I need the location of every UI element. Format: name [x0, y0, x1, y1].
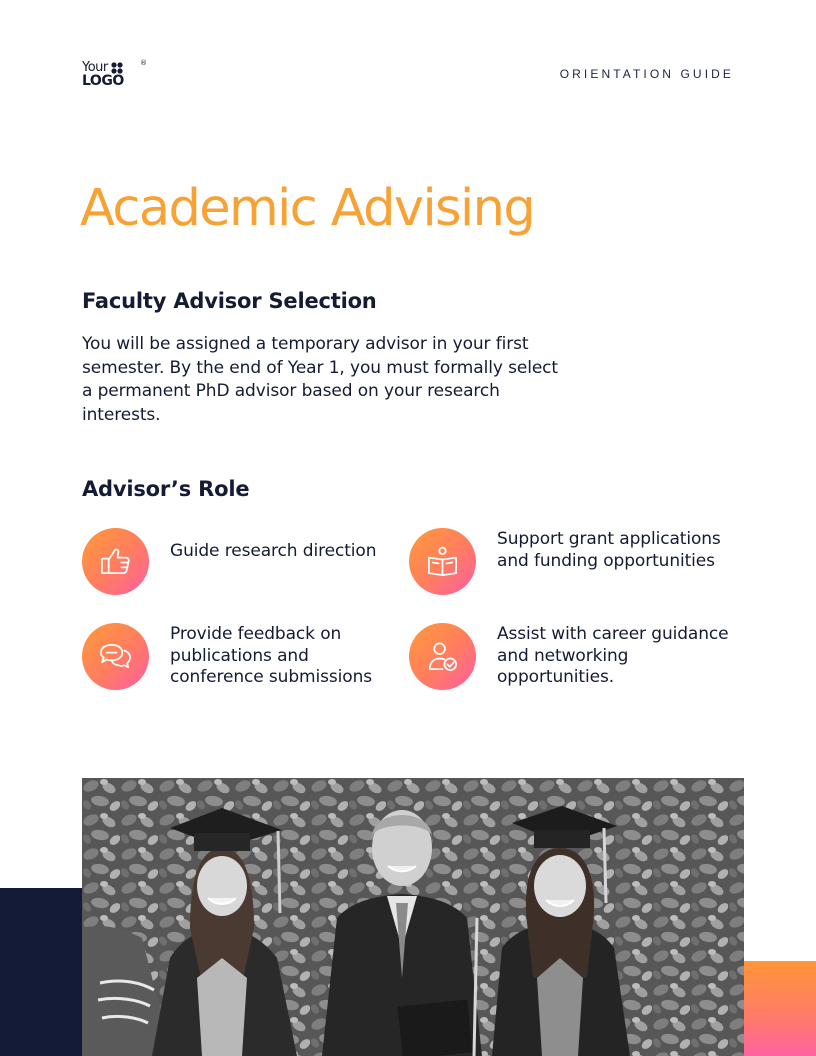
logo-text-top: Your: [82, 60, 108, 75]
role-item: [409, 528, 729, 598]
page-title: Academic Advising: [80, 179, 535, 238]
header-label: ORIENTATION GUIDE: [559, 67, 734, 81]
role-item-text: Support grant applications and funding opportunities: [497, 529, 721, 571]
role-item-text: Guide research direction: [170, 541, 377, 561]
section-body-advisor-selection: You will be assigned a temporary advisor in your first semester. By the end of Year 1, you must formally select a permanent PhD advisor based on your research interests.: [82, 334, 558, 425]
person-check-icon: [409, 623, 476, 690]
decorative-navy-block: [0, 888, 82, 1056]
thumbs-up-icon: [82, 528, 149, 595]
role-item-text: Provide feedback on publications and conference submissions: [170, 624, 372, 687]
section-heading-advisors-role: Advisor’s Role: [82, 477, 250, 501]
role-item: [82, 528, 402, 598]
role-item: [409, 623, 729, 693]
logo: [82, 61, 148, 91]
graduation-photo: [82, 778, 744, 1056]
decorative-gradient-block: [744, 961, 816, 1056]
open-book-icon: [409, 528, 476, 595]
section-heading-advisor-selection: Faculty Advisor Selection: [82, 289, 377, 313]
chat-bubbles-icon: [82, 623, 149, 690]
graduation-photo-illustration: [82, 778, 744, 1056]
role-item: [82, 623, 402, 693]
role-item-text: Assist with career guidance and networking opportunities.: [497, 624, 729, 687]
logo-text-bottom: LOGO: [82, 73, 124, 89]
logo-registered-mark: ®: [140, 59, 147, 67]
